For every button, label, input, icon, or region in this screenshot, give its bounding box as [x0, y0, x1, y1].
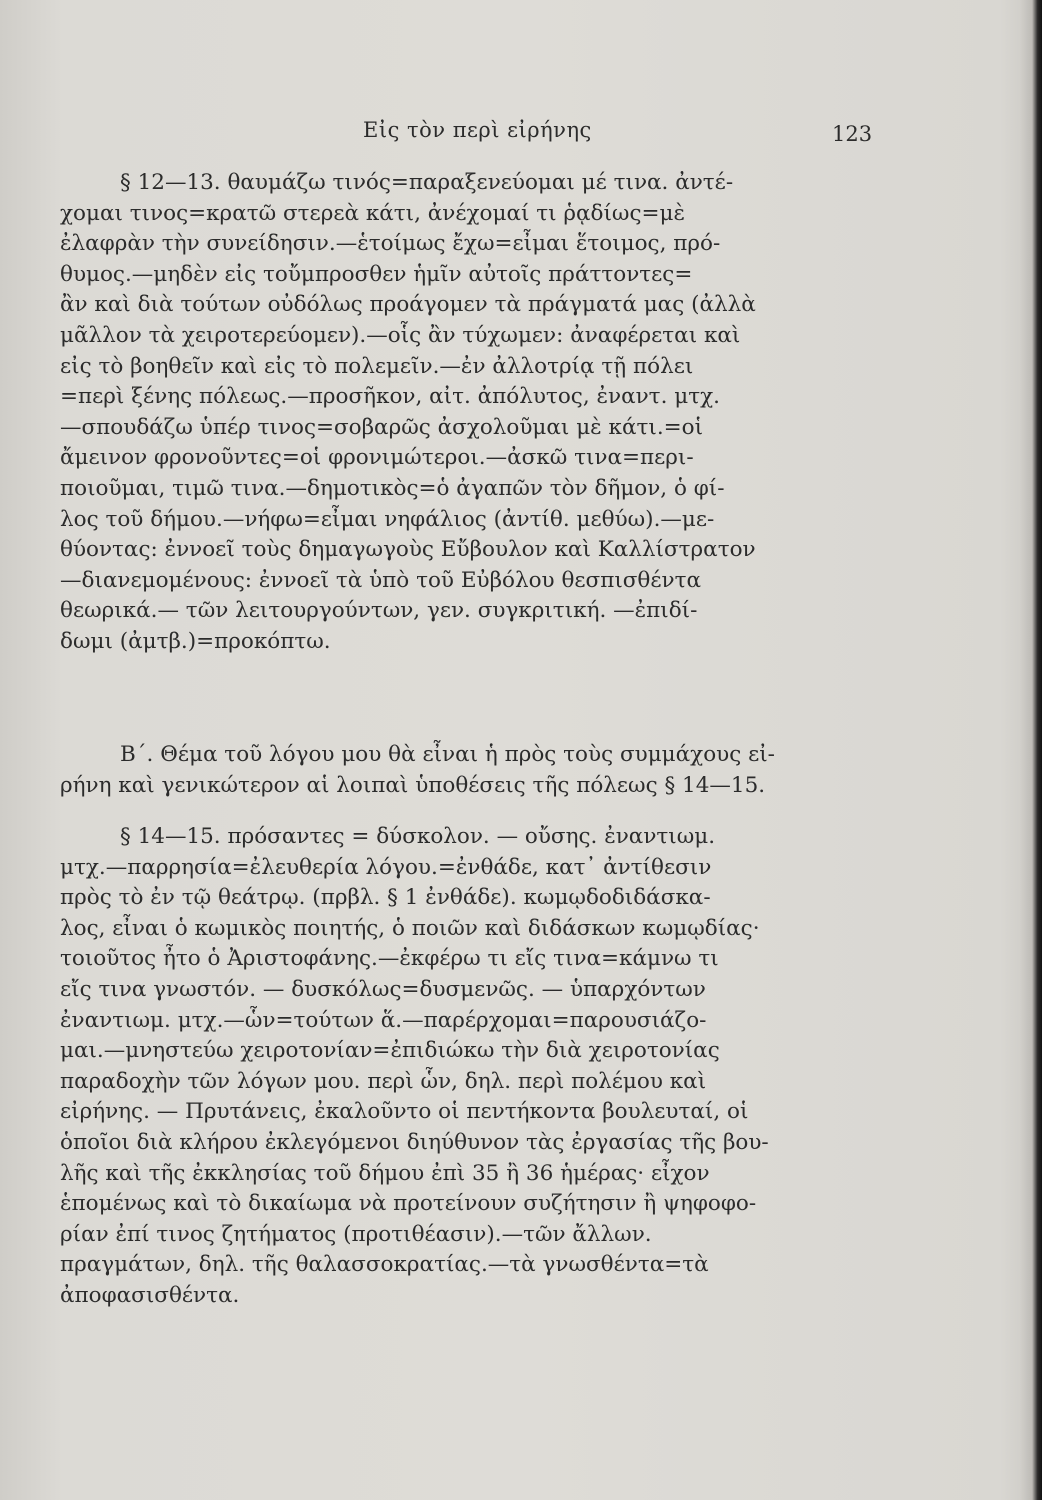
text-line: ἂν καὶ διὰ τούτων οὐδόλως προάγομεν τὰ πράγματά μας (ἀλλὰ: [60, 292, 756, 318]
text-line: ρήνη καὶ γενικώτερον αἱ λοιπαὶ ὑποθέσεις τῆς πόλεως § 14—15.: [60, 772, 766, 798]
text-line: ἑπομένως καὶ τὸ δικαίωμα νὰ προτείνουν συζήτησιν ἢ ψηφοφο-: [60, 1191, 757, 1217]
text-line: ἀποφασισθέντα.: [60, 1282, 240, 1308]
text-line: § 14—15. πρόσαντες = δύσκολον. — οὔσης. ἐναντιωμ.: [120, 824, 716, 849]
running-title: Εἰς τὸν περὶ εἰρήνης: [363, 118, 592, 142]
text-line: εἰρήνης. — Πρυτάνεις, ἐκαλοῦντο οἱ πεντήκοντα βουλευταί, οἱ: [60, 1099, 749, 1125]
page-edge-shadow: [1020, 0, 1042, 1500]
text-line: μτχ.—παρρησία=ἐλευθερία λόγου.=ἐνθάδε, κατ᾽ ἀντίθεσιν: [60, 854, 712, 880]
text-line: δωμι (ἀμτβ.)=προκόπτω.: [60, 628, 331, 654]
text-line: =περὶ ξένης πόλεως.—προσῆκον, αἰτ. ἀπόλυτος, ἐναντ. μτχ.: [60, 384, 720, 410]
text-line: θεωρικά.— τῶν λειτουργούντων, γεν. συγκριτική. —ἐπιδί-: [60, 598, 698, 624]
text-line: Β΄. Θέμα τοῦ λόγου μου θὰ εἶναι ἡ πρὸς τοὺς συμμάχους εἰ-: [120, 742, 775, 767]
text-line: εἴς τινα γνωστόν. — δυσκόλως=δυσμενῶς. — ὑπαρχόντων: [60, 976, 706, 1002]
text-line: —σπουδάζω ὑπέρ τινος=σοβαρῶς ἀσχολοῦμαι μὲ κάτι.=οἱ: [60, 414, 704, 440]
text-line: τοιοῦτος ἦτο ὁ Ἀριστοφάνης.—ἐκφέρω τι εἴς τινα=κάμνω τι: [60, 946, 719, 972]
text-line: λος, εἶναι ὁ κωμικὸς ποιητής, ὁ ποιῶν καὶ διδάσκων κωμῳδίας·: [60, 915, 760, 941]
paragraph-theme-b: [60, 740, 868, 801]
text-line: ρίαν ἐπί τινος ζητήματος (προτιθέασιν).—τῶν ἄλλων.: [60, 1221, 652, 1247]
page-number: 123: [832, 122, 873, 146]
text-line: πραγμάτων, δηλ. τῆς θαλασσοκρατίας.—τὰ γνωσθέντα=τὰ: [60, 1252, 709, 1278]
text-line: θύοντας: ἐννοεῖ τοὺς δημαγωγοὺς Εὔβουλον καὶ Καλλίστρατον: [60, 537, 756, 563]
text-line: ὁποῖοι διὰ κλήρου ἐκλεγόμενοι διηύθυνον τὰς ἐργασίας τῆς βου-: [60, 1129, 769, 1155]
text-line: ἄμεινον φρονοῦντες=οἱ φρονιμώτεροι.—ἀσκῶ τινα=περι-: [60, 445, 694, 471]
text-line: μᾶλλον τὰ χειροτερεύομεν).—οἷς ἂν τύχωμεν: ἀναφέρεται καὶ: [60, 322, 741, 348]
text-line: ἐναντιωμ. μτχ.—ὧν=τούτων ἅ.—παρέρχομαι=παρουσιάζο-: [60, 1007, 707, 1033]
text-line: μαι.—μνηστεύω χειροτονίαν=ἐπιδιώκω τὴν διὰ χειροτονίας: [60, 1038, 720, 1064]
text-line: ἐλαφρὰν τὴν συνείδησιν.—ἑτοίμως ἔχω=εἶμαι ἕτοιμος, πρό-: [60, 231, 721, 257]
text-line: ποιοῦμαι, τιμῶ τινα.—δημοτικὸς=ὁ ἀγαπῶν τὸν δῆμον, ὁ φί-: [60, 475, 725, 501]
text-line: θυμος.—μηδὲν εἰς τοὔμπροσθεν ἡμῖν αὐτοῖς πράττοντες=: [60, 261, 693, 287]
text-line: πρὸς τὸ ἐν τῷ θεάτρῳ. (πρβλ. § 1 ἐνθάδε). κωμῳδοδιδάσκα-: [60, 885, 711, 911]
text-line: παραδοχὴν τῶν λόγων μου. περὶ ὧν, δηλ. περὶ πολέμου καὶ: [60, 1068, 707, 1094]
text-line: λῆς καὶ τῆς ἐκκλησίας τοῦ δήμου ἐπὶ 35 ἢ 36 ἡμέρας· εἶχον: [60, 1160, 710, 1186]
text-line: εἰς τὸ βοηθεῖν καὶ εἰς τὸ πολεμεῖν.—ἐν ἀλλοτρίᾳ τῇ πόλει: [60, 353, 694, 379]
text-line: λος τοῦ δήμου.—νήφω=εἶμαι νηφάλιος (ἀντίθ. μεθύω).—με-: [60, 506, 715, 532]
text-line: —διανεμομένους: ἐννοεῖ τὰ ὑπὸ τοῦ Εὐβόλου θεσπισθέντα: [60, 567, 702, 593]
text-line: § 12—13. θαυμάζω τινός=παραξενεύομαι μέ τινα. ἀντέ-: [120, 170, 734, 195]
text-line: χομαι τινος=κρατῶ στερεὰ κάτι, ἀνέχομαί τι ῥᾳδίως=μὲ: [60, 200, 686, 226]
paragraph-section-14-15: [60, 822, 868, 1312]
paragraph-section-12-13: [60, 168, 868, 658]
